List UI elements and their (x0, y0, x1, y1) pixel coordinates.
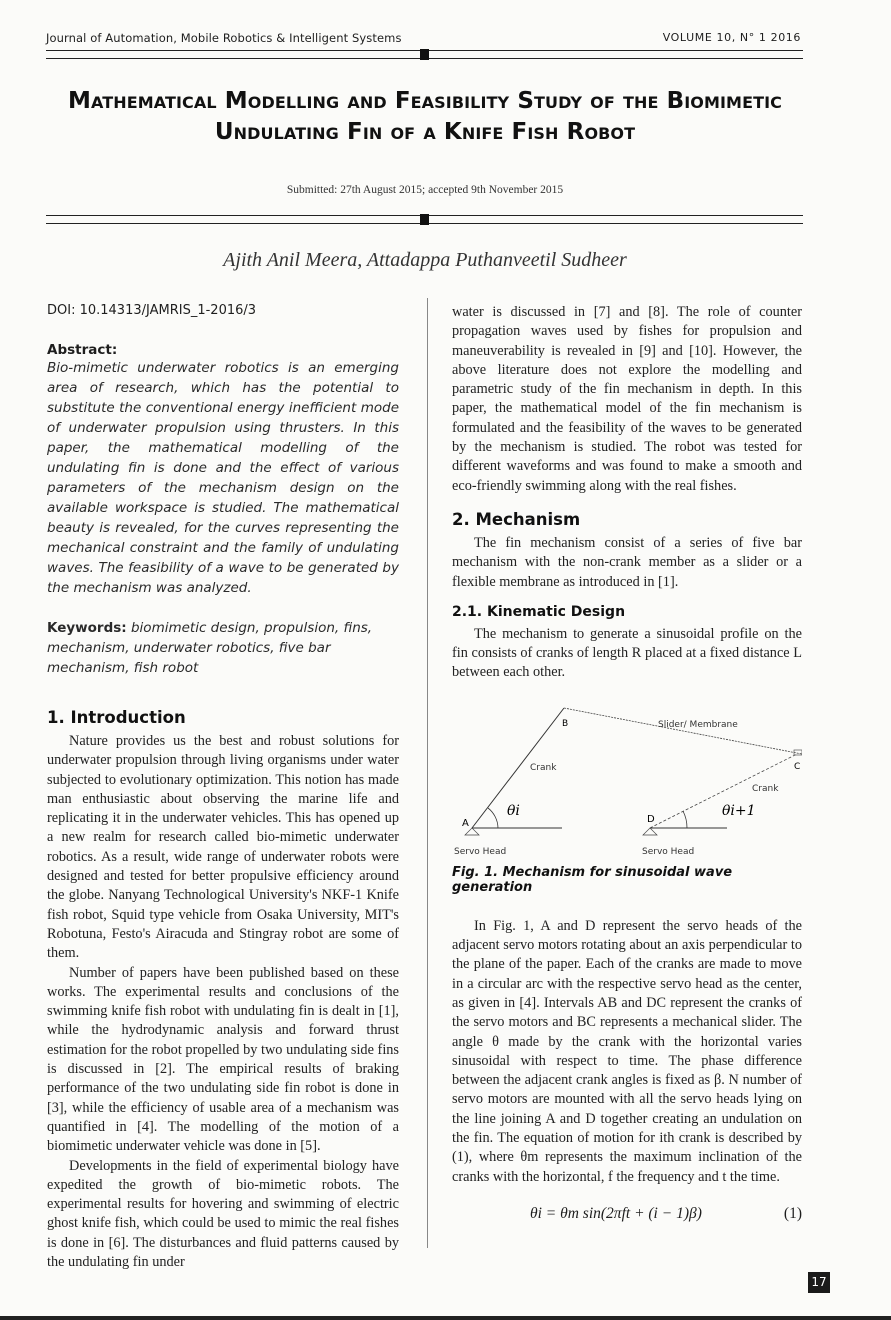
label-servo-left: Servo Head (454, 846, 507, 857)
equation-text: θi = θm sin(2πft + (i − 1)β) (530, 1204, 702, 1222)
intro-paragraph-2: Number of papers have been published based on these works. The experimental results and conclusions of the swimming knife fish robot with undulating fin is dealt in [1], while the hydrodynamic analysis and forward thrust estimation for the robot propelled by two undulating side fins is discussed in [2]. The empirical results of braking performance of the two undulating side fin robot is done in [3], while the efficiency of usable area of a mechanism was quantified in [4]. The modelling of the motion of a biomimetic underwater vehicle was done in [5]. (47, 964, 399, 1155)
label-c: C (794, 761, 801, 772)
doi: DOI: 10.14313/JAMRIS_1-2016/3 (47, 303, 257, 318)
volume-info: VOLUME 10, N° 1 2016 (662, 31, 801, 44)
kinematic-paragraph: The mechanism to generate a sinusoidal profile on the fin consists of cranks of length R placed at a fixed distance L between each other. (452, 625, 802, 681)
keywords (47, 618, 399, 678)
authors: Ajith Anil Meera, Attadappa Puthanveetil Sudheer (223, 249, 627, 271)
keywords-text: biomimetic design, propulsion, fins, mechanism, underwater robotics, five bar mechanism, fish robot (47, 620, 373, 676)
kinematic-heading: 2.1. Kinematic Design (452, 603, 626, 620)
label-theta-i: θi (507, 802, 520, 819)
intro-paragraph-1: Nature provides us the best and robust solutions for underwater propulsion through living organisms under water subjected to evolutionary optimization. This notion has made man enthusiastic about observing the marine life and replicating it in the underwater vehicles. This has opened up a new realm for research called bio-mimetic underwater robotics. As a result, wide range of underwater robots were designed and tested for better propulsive efficiency around the globe. Nanyang Technological University's NKF-1 Knife fish robot, Squid type vehicle from Osaka University, MIT's Robotuna, Festo's Airacuda and Stingray robot are some of them. (47, 733, 399, 962)
right-paragraph-1: water is discussed in [7] and [8]. The role of counter propagation waves used by fishes for propulsion and maneuverability is revealed in [9] and [10]. However, the above literature does not explore the modelling and parametric study of the fin mechanism in depth. In this paper, the mathematical model of the fin mechanism is formulated and the feasibility of the waves to be generated by the mechanism is studied. The robot was tested for different waveforms and was found to make a smooth and eco-friendly swimming along with the real fishes. (452, 304, 802, 494)
submission-dates: Submitted: 27th August 2015; accepted 9th November 2015 (286, 184, 564, 196)
label-crank-left: Crank (530, 762, 557, 773)
pivot-d-icon (643, 828, 657, 835)
journal-name: Journal of Automation, Mobile Robotics & Intelligent Systems (46, 31, 402, 45)
title-rule-square (420, 214, 429, 225)
intro-paragraph-3: Developments in the field of experimental biology have expedited the growth of bio-mimetic robots. The experimental results for hovering and swimming of electric ghost knife fish, which could be used to mimic the real fishes is done in [6]. The disturbances and fluid patterns caused by the undulating fin under (47, 1157, 399, 1271)
label-b: B (562, 718, 569, 729)
figure-caption: Fig. 1. Mechanism for sinusoidal wave generation (452, 864, 733, 895)
right-column (452, 303, 802, 1227)
angle-arc-i1 (683, 811, 687, 828)
keywords-label: Keywords: (47, 620, 127, 636)
page-number: 17 (808, 1272, 830, 1293)
label-servo-right: Servo Head (642, 846, 695, 857)
abstract-text: Bio-mimetic underwater robotics is an emerging area of research, which has the potential to substitute the conventional energy inefficient mode of underwater propulsion using thrusters. In this paper, the mathematical modelling of the undulating fin is done and the effect of various parameters of the mechanism design on the available workspace is studied. The mathematical beauty is revealed, for the curves representing the mechanical constraint and the family of undulating waves. The feasibility of a wave to be generated by the mechanism was analyzed. (47, 360, 399, 596)
equation-number: (1) (783, 1204, 802, 1222)
slider-bc (564, 708, 802, 754)
equation-1 (452, 1205, 802, 1227)
bottom-bar (0, 1316, 891, 1320)
label-a: A (462, 817, 469, 829)
mechanism-figure (452, 693, 802, 861)
angle-arc-i (488, 808, 498, 828)
mechanism-diagram (452, 693, 802, 861)
abstract-heading: Abstract: (47, 342, 118, 358)
mechanism-heading: 2. Mechanism (452, 509, 581, 529)
column-divider (427, 298, 428, 1248)
header-rule-square (420, 49, 429, 60)
figure-paragraph: In Fig. 1, A and D represent the servo heads of the adjacent servo motors rotating about an axis perpendicular to the plane of the paper. Each of the cranks are made to move in a circular arc with the respective servo head as the center, as given in [4]. Intervals AB and DC represent the cranks of the servo motors and BC represents a mechanical slider. The angle θ made by the crank with the horizontal varies sinusoidal with respect to time. The phase difference between the adjacent crank angles is fixed as β. N number of servo motors are mounted with all the servo heads lying on the line joining A and D together creating an undulation on the fin. The equation of motion for ith crank is described by (1), where θm represents the maximum inclination of the cranks with the horizontal, f the frequency and t the time. (452, 917, 802, 1185)
mechanism-paragraph: The fin mechanism consist of a series of five bar mechanism with the non-crank member as a slider or a flexible membrane as introduced in [1]. (452, 534, 802, 590)
pivot-a-icon (465, 828, 479, 835)
label-d: D (647, 813, 655, 825)
label-crank-right: Crank (752, 783, 779, 794)
left-column (47, 303, 399, 1272)
paper-title: Mathematical Modelling and Feasibility Study of the Biomimetic Undulating Fin of a Knife Fish Robot (67, 88, 783, 145)
label-theta-i1: θi+1 (722, 802, 756, 819)
intro-heading: 1. Introduction (47, 708, 186, 727)
label-slider: Slider/ Membrane (658, 719, 738, 730)
